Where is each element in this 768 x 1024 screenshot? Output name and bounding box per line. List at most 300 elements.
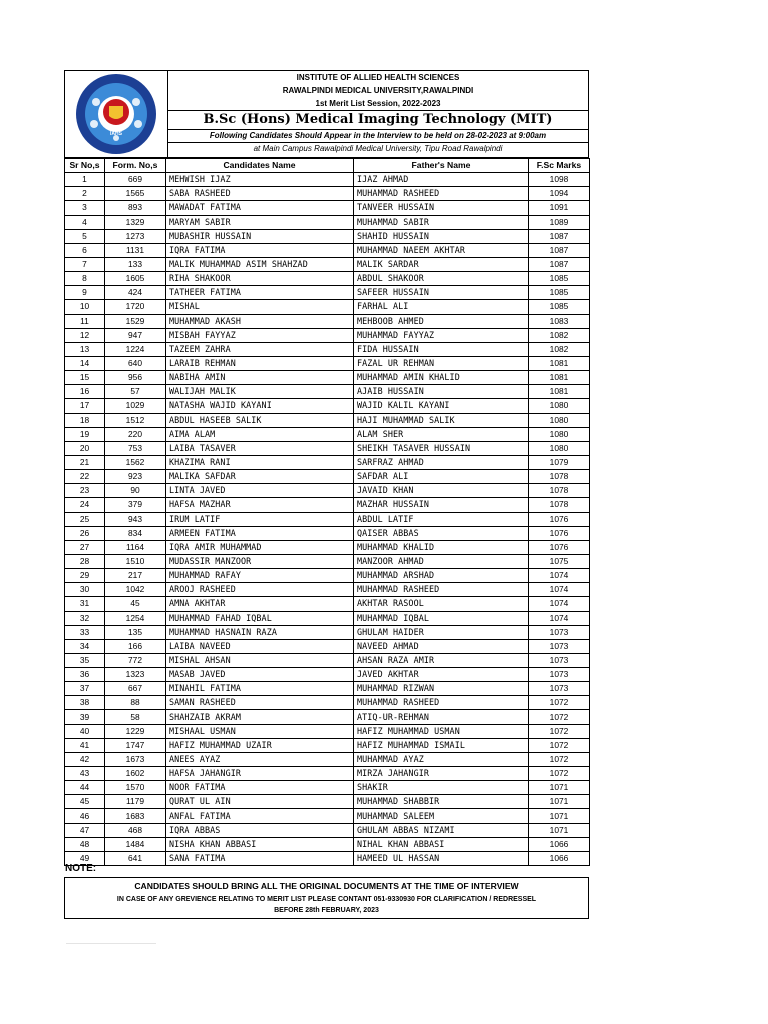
cell-fsc-marks: 1080	[529, 399, 590, 413]
table-row	[65, 427, 590, 441]
cell-father-name: HAJI MUHAMMAD SALIK	[354, 413, 529, 427]
cell-father-name: FAZAL UR REHMAN	[354, 356, 529, 370]
cell-sr-no: 6	[65, 243, 105, 257]
cell-fsc-marks: 1066	[529, 837, 590, 851]
cell-fsc-marks: 1074	[529, 569, 590, 583]
table-row	[65, 837, 590, 851]
cell-father-name: MUHAMMAD AYAZ	[354, 752, 529, 766]
table-row	[65, 597, 590, 611]
merit-list-sheet	[64, 70, 589, 866]
cell-candidate-name: MUHAMMAD FAHAD IQBAL	[166, 611, 354, 625]
cell-fsc-marks: 1071	[529, 781, 590, 795]
cell-candidate-name: IQRA AMIR MUHAMMAD	[166, 540, 354, 554]
cell-father-name: FARHAL ALI	[354, 300, 529, 314]
cell-sr-no: 8	[65, 272, 105, 286]
cell-father-name: SARFRAZ AHMAD	[354, 455, 529, 469]
cell-father-name: MUHAMMAD IQBAL	[354, 611, 529, 625]
cell-candidate-name: MARYAM SABIR	[166, 215, 354, 229]
cell-fsc-marks: 1098	[529, 173, 590, 187]
cell-fsc-marks: 1078	[529, 470, 590, 484]
cell-candidate-name: MAWADAT FATIMA	[166, 201, 354, 215]
session-line: 1st Merit List Session, 2022-2023	[315, 99, 441, 108]
table-row	[65, 554, 590, 568]
cell-fsc-marks: 1089	[529, 215, 590, 229]
cell-sr-no: 34	[65, 639, 105, 653]
cell-form-no: 753	[105, 441, 166, 455]
cell-form-no: 57	[105, 385, 166, 399]
cell-sr-no: 31	[65, 597, 105, 611]
cell-fsc-marks: 1081	[529, 371, 590, 385]
cell-sr-no: 4	[65, 215, 105, 229]
cell-form-no: 379	[105, 498, 166, 512]
cell-candidate-name: NISHA KHAN ABBASI	[166, 837, 354, 851]
cell-father-name: FIDA HUSSAIN	[354, 342, 529, 356]
cell-fsc-marks: 1080	[529, 441, 590, 455]
cell-fsc-marks: 1076	[529, 512, 590, 526]
cell-sr-no: 37	[65, 682, 105, 696]
cell-candidate-name: RIHA SHAKOOR	[166, 272, 354, 286]
table-header-row	[65, 159, 590, 173]
cell-sr-no: 14	[65, 356, 105, 370]
table-row	[65, 229, 590, 243]
cell-form-no: 1254	[105, 611, 166, 625]
cell-sr-no: 11	[65, 314, 105, 328]
cell-fsc-marks: 1072	[529, 710, 590, 724]
cell-form-no: 1565	[105, 187, 166, 201]
cell-form-no: 1747	[105, 738, 166, 752]
cell-fsc-marks: 1071	[529, 809, 590, 823]
cell-fsc-marks: 1073	[529, 653, 590, 667]
cell-form-no: 58	[105, 710, 166, 724]
cell-fsc-marks: 1072	[529, 767, 590, 781]
cell-form-no: 1683	[105, 809, 166, 823]
cell-father-name: MIRZA JAHANGIR	[354, 767, 529, 781]
cell-sr-no: 49	[65, 851, 105, 865]
cell-sr-no: 13	[65, 342, 105, 356]
cell-fsc-marks: 1080	[529, 427, 590, 441]
table-row	[65, 328, 590, 342]
cell-father-name: TANVEER HUSSAIN	[354, 201, 529, 215]
grievance-notice: IN CASE OF ANY GREVIENCE RELATING TO MERIT LIST PLEASE CONTANT 051-9330930 FOR CLARIFICATION / REDRESSEL	[116, 896, 537, 903]
table-row	[65, 696, 590, 710]
cell-sr-no: 22	[65, 470, 105, 484]
cell-form-no: 1164	[105, 540, 166, 554]
cell-candidate-name: QURAT UL AIN	[166, 795, 354, 809]
table-row	[65, 851, 590, 865]
cell-fsc-marks: 1076	[529, 540, 590, 554]
table-row	[65, 653, 590, 667]
table-row	[65, 512, 590, 526]
cell-father-name: GHULAM ABBAS NIZAMI	[354, 823, 529, 837]
cell-fsc-marks: 1072	[529, 724, 590, 738]
cell-sr-no: 45	[65, 795, 105, 809]
cell-candidate-name: MEHWISH IJAZ	[166, 173, 354, 187]
cell-candidate-name: SHAHZAIB AKRAM	[166, 710, 354, 724]
cell-father-name: MUHAMMAD ARSHAD	[354, 569, 529, 583]
cell-form-no: 1179	[105, 795, 166, 809]
cell-fsc-marks: 1074	[529, 583, 590, 597]
cell-candidate-name: MISHAAL USMAN	[166, 724, 354, 738]
note-label: NOTE:	[65, 863, 97, 874]
cell-candidate-name: ARMEEN FATIMA	[166, 526, 354, 540]
table-row	[65, 371, 590, 385]
cell-sr-no: 39	[65, 710, 105, 724]
cell-fsc-marks: 1082	[529, 342, 590, 356]
cell-form-no: 956	[105, 371, 166, 385]
cell-candidate-name: AIMA ALAM	[166, 427, 354, 441]
university-name: RAWALPINDI MEDICAL UNIVERSITY,RAWALPINDI	[282, 86, 474, 95]
cell-fsc-marks: 1078	[529, 498, 590, 512]
cell-sr-no: 2	[65, 187, 105, 201]
cell-candidate-name: TAZEEM ZAHRA	[166, 342, 354, 356]
cell-form-no: 1673	[105, 752, 166, 766]
table-row	[65, 243, 590, 257]
cell-fsc-marks: 1074	[529, 597, 590, 611]
cell-fsc-marks: 1083	[529, 314, 590, 328]
cell-sr-no: 21	[65, 455, 105, 469]
cell-fsc-marks: 1081	[529, 356, 590, 370]
cell-form-no: 220	[105, 427, 166, 441]
cell-sr-no: 9	[65, 286, 105, 300]
cell-father-name: HAFIZ MUHAMMAD ISMAIL	[354, 738, 529, 752]
table-row	[65, 668, 590, 682]
cell-father-name: MAZHAR HUSSAIN	[354, 498, 529, 512]
cell-father-name: MUHAMMAD SALEEM	[354, 809, 529, 823]
note-box	[64, 877, 589, 919]
table-row	[65, 441, 590, 455]
cell-father-name: SAFDAR ALI	[354, 470, 529, 484]
cell-sr-no: 26	[65, 526, 105, 540]
cell-candidate-name: WALIJAH MALIK	[166, 385, 354, 399]
cell-candidate-name: MINAHIL FATIMA	[166, 682, 354, 696]
cell-father-name: NAVEED AHMAD	[354, 639, 529, 653]
cell-fsc-marks: 1079	[529, 455, 590, 469]
cell-father-name: SHAKIR	[354, 781, 529, 795]
table-row	[65, 187, 590, 201]
cell-candidate-name: AROOJ RASHEED	[166, 583, 354, 597]
cell-form-no: 669	[105, 173, 166, 187]
cell-fsc-marks: 1082	[529, 328, 590, 342]
header-text-block	[168, 71, 588, 157]
cell-candidate-name: HAFSA MAZHAR	[166, 498, 354, 512]
cell-form-no: 893	[105, 201, 166, 215]
cell-father-name: SHEIKH TASAVER HUSSAIN	[354, 441, 529, 455]
cell-father-name: SAFEER HUSSAIN	[354, 286, 529, 300]
cell-candidate-name: MUDASSIR MANZOOR	[166, 554, 354, 568]
cell-father-name: JAVAID KHAN	[354, 484, 529, 498]
cell-form-no: 1273	[105, 229, 166, 243]
cell-sr-no: 30	[65, 583, 105, 597]
cell-sr-no: 33	[65, 625, 105, 639]
cell-candidate-name: IQRA FATIMA	[166, 243, 354, 257]
table-row	[65, 611, 590, 625]
cell-father-name: HAFIZ MUHAMMAD USMAN	[354, 724, 529, 738]
cell-form-no: 834	[105, 526, 166, 540]
table-row	[65, 215, 590, 229]
cell-father-name: ATIQ-UR-REHMAN	[354, 710, 529, 724]
table-row	[65, 767, 590, 781]
cell-form-no: 1329	[105, 215, 166, 229]
cell-candidate-name: MALIK MUHAMMAD ASIM SHAHZAD	[166, 257, 354, 271]
logo-cell	[65, 71, 168, 157]
cell-sr-no: 23	[65, 484, 105, 498]
table-row	[65, 710, 590, 724]
cell-candidate-name: MALIKA SAFDAR	[166, 470, 354, 484]
cell-sr-no: 29	[65, 569, 105, 583]
cell-sr-no: 32	[65, 611, 105, 625]
cell-sr-no: 40	[65, 724, 105, 738]
table-row	[65, 498, 590, 512]
cell-candidate-name: MUHAMMAD RAFAY	[166, 569, 354, 583]
col-sr-no: Sr No,s	[65, 159, 105, 173]
cell-sr-no: 38	[65, 696, 105, 710]
cell-fsc-marks: 1085	[529, 286, 590, 300]
cell-fsc-marks: 1085	[529, 272, 590, 286]
cell-form-no: 943	[105, 512, 166, 526]
cell-candidate-name: ANFAL FATIMA	[166, 809, 354, 823]
table-row	[65, 781, 590, 795]
cell-candidate-name: ABDUL HASEEB SALIK	[166, 413, 354, 427]
cell-father-name: SHAHID HUSSAIN	[354, 229, 529, 243]
cell-sr-no: 35	[65, 653, 105, 667]
cell-father-name: ABDUL SHAKOOR	[354, 272, 529, 286]
cell-candidate-name: MISHAL	[166, 300, 354, 314]
cell-sr-no: 47	[65, 823, 105, 837]
col-fsc-marks: F.Sc Marks	[529, 159, 590, 173]
cell-form-no: 667	[105, 682, 166, 696]
cell-candidate-name: IRUM LATIF	[166, 512, 354, 526]
cell-father-name: IJAZ AHMAD	[354, 173, 529, 187]
cell-form-no: 1570	[105, 781, 166, 795]
col-candidate-name: Candidates Name	[166, 159, 354, 173]
cell-father-name: MUHAMMAD AMIN KHALID	[354, 371, 529, 385]
cell-father-name: MUHAMMAD RASHEED	[354, 583, 529, 597]
cell-sr-no: 24	[65, 498, 105, 512]
cell-candidate-name: LARAIB REHMAN	[166, 356, 354, 370]
cell-form-no: 640	[105, 356, 166, 370]
document-header	[64, 70, 589, 158]
program-title: B.Sc (Hons) Medical Imaging Technology (MIT)	[168, 110, 588, 130]
cell-form-no: 1720	[105, 300, 166, 314]
cell-sr-no: 44	[65, 781, 105, 795]
cell-fsc-marks: 1066	[529, 851, 590, 865]
table-row	[65, 639, 590, 653]
cell-father-name: MUHAMMAD NAEEM AKHTAR	[354, 243, 529, 257]
interview-instruction: Following Candidates Should Appear in the Interview to be held on 28-02-2023 at 9:00am	[168, 130, 588, 143]
table-row	[65, 314, 590, 328]
table-row	[65, 342, 590, 356]
cell-candidate-name: MUBASHIR HUSSAIN	[166, 229, 354, 243]
table-row	[65, 569, 590, 583]
cell-sr-no: 42	[65, 752, 105, 766]
cell-father-name: MUHAMMAD RASHEED	[354, 696, 529, 710]
cell-form-no: 1562	[105, 455, 166, 469]
col-form-no: Form. No,s	[105, 159, 166, 173]
cell-candidate-name: ANEES AYAZ	[166, 752, 354, 766]
table-row	[65, 356, 590, 370]
cell-father-name: WAJID KALIL KAYANI	[354, 399, 529, 413]
cell-father-name: AHSAN RAZA AMIR	[354, 653, 529, 667]
cell-form-no: 1484	[105, 837, 166, 851]
cell-sr-no: 17	[65, 399, 105, 413]
cell-sr-no: 36	[65, 668, 105, 682]
cell-fsc-marks: 1075	[529, 554, 590, 568]
cell-fsc-marks: 1081	[529, 385, 590, 399]
cell-father-name: MUHAMMAD SHABBIR	[354, 795, 529, 809]
cell-form-no: 1042	[105, 583, 166, 597]
cell-form-no: 1224	[105, 342, 166, 356]
cell-candidate-name: MUHAMMAD HASNAIN RAZA	[166, 625, 354, 639]
cell-form-no: 772	[105, 653, 166, 667]
cell-fsc-marks: 1071	[529, 823, 590, 837]
university-logo-icon	[74, 72, 158, 156]
cell-form-no: 641	[105, 851, 166, 865]
table-row	[65, 625, 590, 639]
cell-sr-no: 15	[65, 371, 105, 385]
cell-sr-no: 7	[65, 257, 105, 271]
cell-fsc-marks: 1076	[529, 526, 590, 540]
cell-form-no: 166	[105, 639, 166, 653]
interview-venue: at Main Campus Rawalpindi Medical University, Tipu Road Rawalpindi	[253, 144, 503, 153]
cell-father-name: QAISER ABBAS	[354, 526, 529, 540]
cell-form-no: 1605	[105, 272, 166, 286]
cell-form-no: 424	[105, 286, 166, 300]
cell-candidate-name: MISBAH FAYYAZ	[166, 328, 354, 342]
cell-candidate-name: KHAZIMA RANI	[166, 455, 354, 469]
cell-sr-no: 12	[65, 328, 105, 342]
cell-father-name: MUHAMMAD RIZWAN	[354, 682, 529, 696]
table-row	[65, 286, 590, 300]
cell-form-no: 1529	[105, 314, 166, 328]
cell-father-name: ALAM SHER	[354, 427, 529, 441]
cell-form-no: 45	[105, 597, 166, 611]
table-row	[65, 738, 590, 752]
table-row	[65, 823, 590, 837]
cell-fsc-marks: 1074	[529, 611, 590, 625]
table-row	[65, 399, 590, 413]
cell-candidate-name: LAIBA NAVEED	[166, 639, 354, 653]
cell-sr-no: 41	[65, 738, 105, 752]
cell-candidate-name: MASAB JAVED	[166, 668, 354, 682]
cell-sr-no: 43	[65, 767, 105, 781]
cell-form-no: 135	[105, 625, 166, 639]
cell-father-name: MUHAMMAD SABIR	[354, 215, 529, 229]
cell-fsc-marks: 1073	[529, 682, 590, 696]
cell-father-name: NIHAL KHAN ABBASI	[354, 837, 529, 851]
merit-list-table	[64, 158, 590, 866]
institute-name: INSTITUTE OF ALLIED HEALTH SCIENCES	[296, 73, 460, 82]
cell-sr-no: 25	[65, 512, 105, 526]
cell-candidate-name: HAFSA JAHANGIR	[166, 767, 354, 781]
cell-fsc-marks: 1094	[529, 187, 590, 201]
table-row	[65, 272, 590, 286]
cell-father-name: MALIK SARDAR	[354, 257, 529, 271]
cell-form-no: 468	[105, 823, 166, 837]
cell-candidate-name: NATASHA WAJID KAYANI	[166, 399, 354, 413]
table-body	[65, 173, 590, 866]
cell-form-no: 133	[105, 257, 166, 271]
col-father-name: Father's Name	[354, 159, 529, 173]
table-row	[65, 540, 590, 554]
cell-sr-no: 20	[65, 441, 105, 455]
cell-form-no: 1029	[105, 399, 166, 413]
cell-father-name: MANZOOR AHMAD	[354, 554, 529, 568]
cell-candidate-name: SABA RASHEED	[166, 187, 354, 201]
cell-fsc-marks: 1071	[529, 795, 590, 809]
cell-sr-no: 3	[65, 201, 105, 215]
cell-sr-no: 46	[65, 809, 105, 823]
cell-father-name: MUHAMMAD RASHEED	[354, 187, 529, 201]
cell-fsc-marks: 1078	[529, 484, 590, 498]
cell-father-name: JAVED AKHTAR	[354, 668, 529, 682]
cell-form-no: 1229	[105, 724, 166, 738]
cell-candidate-name: AMNA AKHTAR	[166, 597, 354, 611]
table-row	[65, 385, 590, 399]
cell-fsc-marks: 1087	[529, 257, 590, 271]
table-row	[65, 413, 590, 427]
cell-candidate-name: SAMAN RASHEED	[166, 696, 354, 710]
cell-form-no: 1512	[105, 413, 166, 427]
cell-sr-no: 48	[65, 837, 105, 851]
table-row	[65, 795, 590, 809]
cell-candidate-name: NABIHA AMIN	[166, 371, 354, 385]
cell-candidate-name: HAFIZ MUHAMMAD UZAIR	[166, 738, 354, 752]
table-row	[65, 724, 590, 738]
table-row	[65, 470, 590, 484]
table-row	[65, 583, 590, 597]
documents-notice: CANDIDATES SHOULD BRING ALL THE ORIGINAL DOCUMENTS AT THE TIME OF INTERVIEW	[134, 881, 519, 891]
cell-father-name: AKHTAR RASOOL	[354, 597, 529, 611]
cell-fsc-marks: 1072	[529, 752, 590, 766]
cell-form-no: 1510	[105, 554, 166, 568]
cell-father-name: ABDUL LATIF	[354, 512, 529, 526]
cell-candidate-name: MISHAL AHSAN	[166, 653, 354, 667]
cell-sr-no: 16	[65, 385, 105, 399]
cell-form-no: 923	[105, 470, 166, 484]
cell-sr-no: 28	[65, 554, 105, 568]
cell-candidate-name: IQRA ABBAS	[166, 823, 354, 837]
cell-fsc-marks: 1073	[529, 639, 590, 653]
cell-father-name: MEHBOOB AHMED	[354, 314, 529, 328]
cell-sr-no: 10	[65, 300, 105, 314]
table-row	[65, 257, 590, 271]
cell-form-no: 217	[105, 569, 166, 583]
cell-candidate-name: NOOR FATIMA	[166, 781, 354, 795]
logo-text: IAHS	[110, 131, 122, 137]
cell-father-name: MUHAMMAD KHALID	[354, 540, 529, 554]
table-row	[65, 300, 590, 314]
cell-fsc-marks: 1087	[529, 243, 590, 257]
cell-fsc-marks: 1072	[529, 696, 590, 710]
cell-form-no: 1131	[105, 243, 166, 257]
cell-fsc-marks: 1091	[529, 201, 590, 215]
cell-candidate-name: TATHEER FATIMA	[166, 286, 354, 300]
table-row	[65, 752, 590, 766]
cell-fsc-marks: 1085	[529, 300, 590, 314]
cell-fsc-marks: 1080	[529, 413, 590, 427]
cell-form-no: 947	[105, 328, 166, 342]
cell-candidate-name: LAIBA TASAVER	[166, 441, 354, 455]
cell-fsc-marks: 1072	[529, 738, 590, 752]
table-row	[65, 526, 590, 540]
cell-candidate-name: LINTA JAVED	[166, 484, 354, 498]
cell-form-no: 88	[105, 696, 166, 710]
cell-fsc-marks: 1073	[529, 668, 590, 682]
cell-fsc-marks: 1087	[529, 229, 590, 243]
table-row	[65, 455, 590, 469]
cell-father-name: GHULAM HAIDER	[354, 625, 529, 639]
divider	[66, 943, 156, 944]
